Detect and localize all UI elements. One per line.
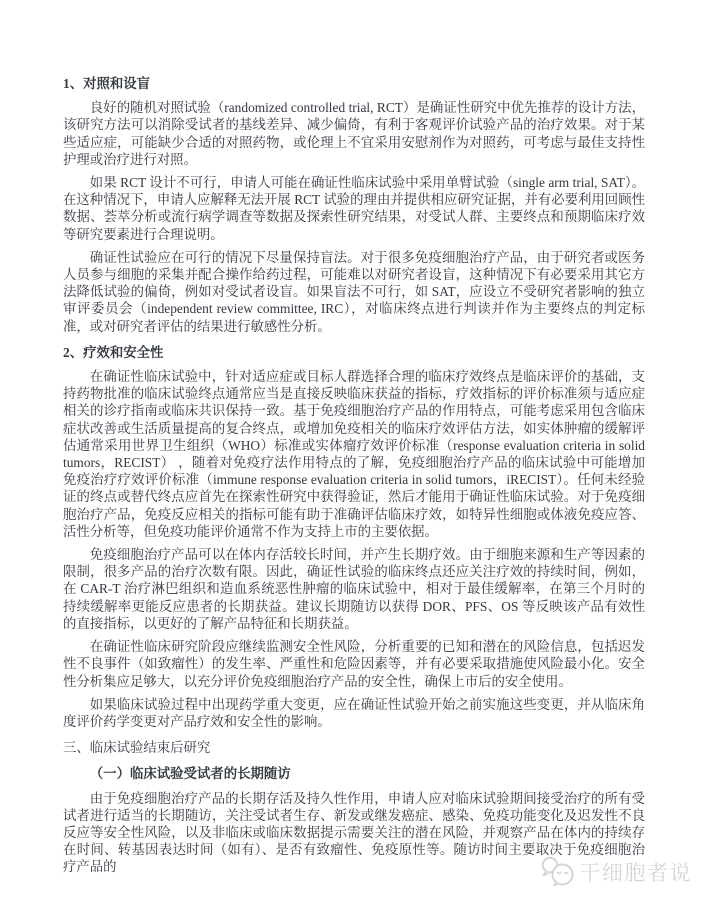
- heading-2: 2、疗效和安全性: [63, 344, 164, 360]
- paragraph-2-1: 在确证性临床试验中，针对适应症或目标人群选择合理的临床疗效终点是临床评价的基础，支持药物批准的临床试验终点通常应当是直接反映临床获益的指标，疗效指标的评价标准须与适应症相关的诊疗指南或临床共识保持一致。基于免疫细胞治疗产品的作用特点，可能考虑采用包含临床症状改善或生活质量提高的复合终点，或增加免疫相关的临床疗效评估方法，如实体肿瘤的缓解评估通常采用世界卫生组织（WHO）标准或实体瘤疗效评价标准（response evaluation criteria in solid tumors，RECIST） ，随着对免疫疗法作用特点的了解，免疫细胞治疗产品的临床试验中可能增加免疫治疗疗效评价标准（immune response evaluation criteria in solid tumors，iRECIST）。任何未经验证的终点或替代终点应首先在探索性研究中获得验证，然后才能用于确证性临床试验。对于免疫细胞治疗产品，免疫反应相关的指标可能有助于准确评估临床疗效，如特异性细胞或体液免疫应答、活性分析等，但免疫功能评价通常不作为支持上市的主要依据。: [63, 369, 645, 539]
- watermark: [539, 855, 693, 888]
- paragraph-2-2: 免疫细胞治疗产品可以在体内存活较长时间，并产生长期疗效。由于细胞来源和生产等因素的限制，很多产品的治疗次数有限。因此，确证性试验的临床终点还应关注疗效的持续时间，例如，在 CAR-T 治疗淋巴组织和造血系统恶性肿瘤的临床试验中，相对于最佳缓解率，在第三个月时的持续缓解率更能反应患者的长期获益。建议长期随访以获得 DOR、PFS、OS 等反映该产品有效性的直接指标，以更好的了解产品特征和长期获益。: [63, 547, 645, 631]
- sub-heading: （一）临床试验受试者的长期随访: [89, 766, 291, 782]
- paragraph-1-3: 确证性试验应在可行的情况下尽量保持盲法。对于很多免疫细胞治疗产品，由于研究者或医务人员参与细胞的采集并配合操作给药过程，可能难以对研究者设盲，这种情况下有必要采用其它方法降低试验的偏倚，例如对受试者设盲。如果盲法不可行，如 SAT，应设立不受研究者影响的独立审评委员会（independent review committee, IRC），对临床终点进行判读并作为主要终点的判定标准，或对研究者评估的结果进行敏感性分析。: [63, 249, 645, 334]
- heading-1: 1、对照和设盲: [63, 76, 151, 91]
- paragraph-2-3: 在确证性临床研究阶段应继续监测安全性风险，分析重要的已知和潜在的风险信息，包括迟发性不良事件（如致瘤性）的发生率、严重性和危险因素等，并有必要采取措施使风险最小化。安全性分析集应足够大，以充分评价免疫细胞治疗产品的安全性，确保上市后的安全使用。: [63, 639, 645, 689]
- chat-bubbles-icon: [539, 855, 575, 888]
- section-heading: 三、临床试验结束后研究: [63, 740, 211, 756]
- watermark-text: 干细胞者说: [579, 860, 692, 885]
- document-content: [63, 75, 645, 882]
- paragraph-2-4: 如果临床试验过程中出现药学重大变更，应在确证性试验开始之前实施这些变更，并从临床角度评价药学变更对产品疗效和安全性的影响。: [63, 696, 645, 729]
- paragraph-1-1: 良好的随机对照试验（randomized controlled trial, RCT）是确证性研究中优先推荐的设计方法，该研究方法可以消除受试者的基线差异、减少偏倚，有利于客观评价试验产品的治疗效果。对于某些适应症，可能缺少合适的对照药物，或伦理上不宜采用安慰剂作为对照药，可考虑与最佳支持性护理或治疗进行对照。: [63, 100, 645, 167]
- paragraph-3-1: 由于免疫细胞治疗产品的长期存活及持久性作用，申请人应对临床试验期间接受治疗的所有受试者进行适当的长期随访，关注受试者生存、新发或继发癌症、感染、免疫功能变化及迟发性不良反应等安全性风险，以及非临床或临床数据提示需要关注的潜在风险，并观察产品在体内的持续存在时间、转基因表达时间（如有）、是否有致瘤性、免疫原性等。随访时间主要取决于免疫细胞治疗产品的: [63, 790, 645, 875]
- paragraph-1-2: 如果 RCT 设计不可行，申请人可能在确证性临床试验中采用单臂试验（single arm trial, SAT）。在这种情况下，申请人应解释无法开展 RCT 试验的理由并提供相应研究证据，并有必要利用回顾性数据、荟萃分析或流行病学调查等数据及探索性研究结果，对受试人群、主要终点和预期临床疗效等研究要素进行合理说明。: [63, 175, 645, 242]
